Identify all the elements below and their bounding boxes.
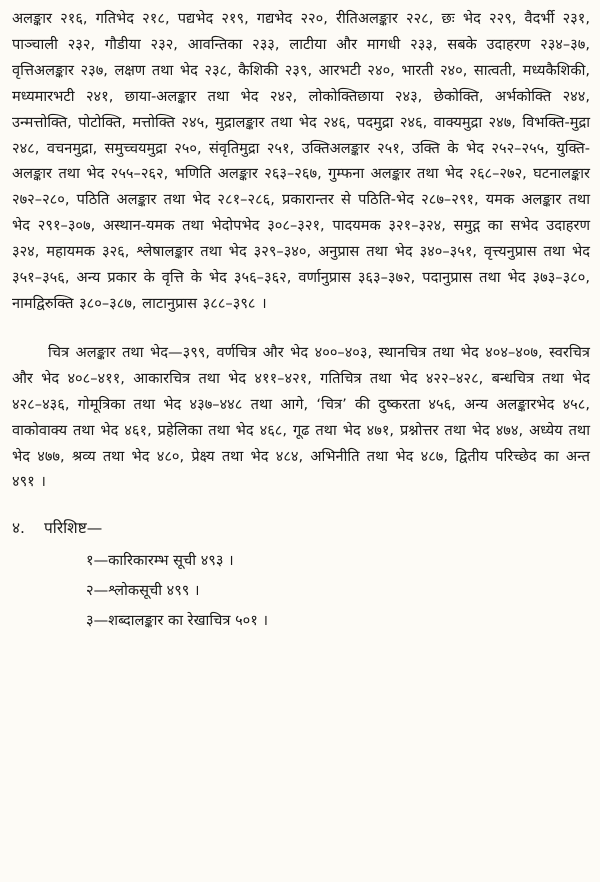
appendix-list (12, 547, 590, 635)
appendix-item-3: ३—शब्दालङ्कार का रेखाचित्र ५०१ । (86, 612, 269, 630)
appendix-number: ४. (12, 519, 25, 538)
appendix-title: परिशिष्ट— (44, 519, 103, 538)
appendix-heading (12, 515, 590, 541)
appendix-item-1: १—कारिकारम्भ सूची ४९३ । (86, 552, 234, 570)
appendix-item-2: २—श्लोकसूची ४९९ । (86, 582, 200, 600)
index-paragraph-1: अलङ्कार २१६, गतिभेद २१८, पद्यभेद २१९, गद्यभेद २२०, रीतिअलङ्कार २२८, छः भेद २२९, वैदर्भी २३१, पाञ्चाली २३२, गौडीया २३२, आवन्तिका २३३, लाटीया और मागधी २३३, सबके उदाहरण २३४–३७, वृत्तिअलङ्कार २३७, लक्षण तथा भेद २३८, कैशिकी २३९, आरभटी २४०, भारती २४०, सात्वती, मध्यकैशिकी, मध्यमारभटी २४१, छाया-अलङ्कार तथा भेद २४२, लोकोक्तिछाया २४३, छेकोक्ति, अर्भकोक्ति २४४, उन्मत्तोक्ति, पोटोक्ति, मत्तोक्ति २४५, मुद्रालङ्कार तथा भेद २४६, पदमुद्रा २४६, वाक्यमुद्रा २४७, विभक्ति-मुद्रा २४८, वचनमुद्रा, समुच्चयमुद्रा २५०, संवृतिमुद्रा २५१, उक्तिअलङ्कार २५१, उक्ति के भेद २५२–२५५, युक्ति-अलङ्कार तथा भेद २५५–२६२, भणिति अलङ्कार २६३–२६७, गुम्फना अलङ्कार तथा भेद २६८–२७२, घटनालङ्कार २७२–२८०, पठिति अलङ्कार तथा भेद २८१–२८६, प्रकारान्तर से पठिति-भेद २८७–२९१, यमक अलङ्कार तथा भेद २९१–३०७, अस्थान-यमक तथा भेदोपभेद ३०८–३२१, पादयमक ३२१–३२४, समुद्ग का सभेद उदाहरण ३२४, महायमक ३२६, श्लेषालङ्कार तथा भेद ३२९–३४०, अनुप्रास तथा भेद ३४०–३५१, वृत्त्यनुप्रास तथा भेद ३५१–३५६, अन्य प्रकार के वृत्ति के भेद ३५६–३६२, वर्णानुप्रास ३६३–३७२, पदानुप्रास तथा भेद ३७३–३८०, नामद्विरुक्ति ३८०–३८७, लाटानुप्रास ३८८–३९८ । (12, 10, 590, 312)
index-paragraph-2: चित्र अलङ्कार तथा भेद—३९९, वर्णचित्र और भेद ४००–४०३, स्थानचित्र तथा भेद ४०४–४०७, स्वरचित्र और भेद ४०८–४११, आकारचित्र तथा भेद ४११–४२१, गतिचित्र तथा भेद ४२२–४२८, बन्धचित्र तथा भेद ४२८–४३६, गोमूत्रिका तथा भेद ४३७–४४८ तथा आगे, ‘चित्र’ की दुष्करता ४५६, अन्य अलङ्कारभेद ४५८, वाकोवाक्य तथा भेद ४६१, प्रहेलिका तथा भेद ४६८, गूढ तथा भेद ४७१, प्रश्नोत्तर तथा भेद ४७४, अध्येय तथा भेद ४७७, श्रव्य तथा भेद ४८०, प्रेक्ष्य तथा भेद ४८४, अभिनीति तथा भेद ४८७, द्वितीय परिच्छेद का अन्त ४९१ । (12, 343, 590, 491)
